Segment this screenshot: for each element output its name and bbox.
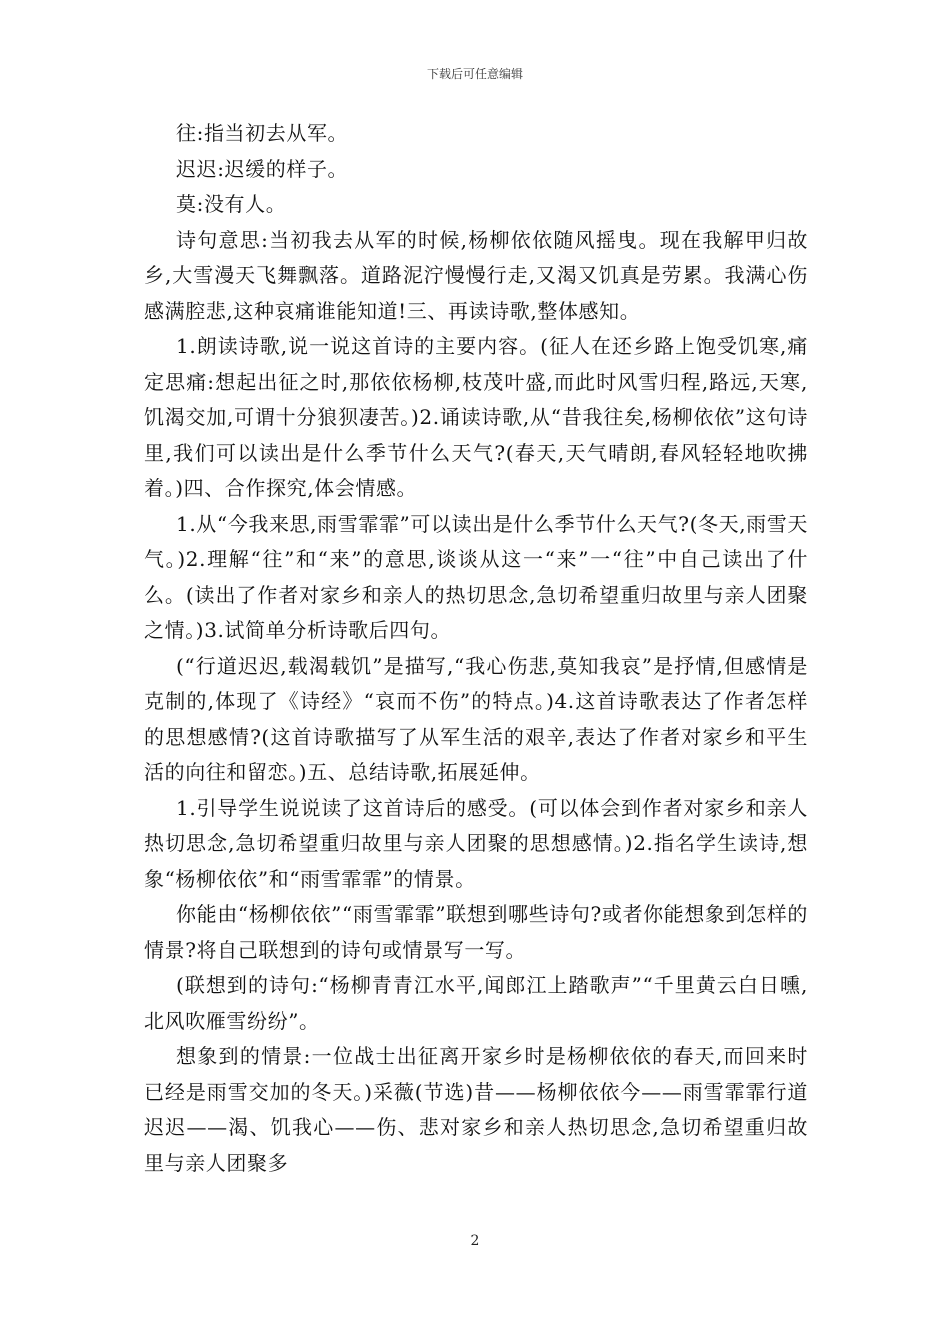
paragraph-definition-chichi: 迟迟:迟缓的样子。 bbox=[176, 156, 349, 181]
paragraph-association-question: 你能由“杨柳依依”“雨雪霏霏”联想到哪些诗句?或者你能想象到怎样的情景?将自己联想到的诗句或情景写一写。 bbox=[144, 902, 808, 962]
page-number: 2 bbox=[470, 1233, 480, 1249]
page-header: 下载后可任意编辑 bbox=[426, 67, 523, 81]
paragraph-associated-verses: (联想到的诗句:“杨柳青青江水平,闻郎江上踏歌声”“千里黄云白日曛,北风吹雁雪纷纷”。 bbox=[144, 973, 808, 1033]
paragraph-analysis: (“行道迟迟,载渴载饥”是描写,“我心伤悲,莫知我哀”是抒情,但感情是克制的,体现了《诗经》“哀而不伤”的特点。)4.这首诗歌表达了作者怎样的思想感情?(这首诗歌描写了从军生活的艰辛,表达了作者对家乡和平生活的向往和留恋。)五、总结诗歌,拓展延伸。 bbox=[144, 653, 808, 784]
paragraph-imagined-scene: 想象到的情景:一位战士出征离开家乡时是杨柳依依的春天,而回来时已经是雨雪交加的冬天。)采薇(节选)昔——杨柳依依今——雨雪霏霏行道迟迟——渴、饥我心——伤、悲对家乡和亲人热切思念,急切希望重归故里与亲人团聚多 bbox=[144, 1044, 808, 1175]
paragraph-section-reading: 1.朗读诗歌,说一说这首诗的主要内容。(征人在还乡路上饱受饥寒,痛定思痛:想起出征之时,那依依杨柳,枝茂叶盛,而此时风雪归程,路远,天寒,饥渴交加,可谓十分狼狈凄苦。)2.诵读诗歌,从“昔我往矣,杨柳依依”这句诗里,我们可以读出是什么季节什么天气?(春天,天气晴朗,春风轻轻地吹拂着。)四、合作探究,体会情感。 bbox=[144, 334, 808, 500]
paragraph-section-exploration: 1.从“今我来思,雨雪霏霏”可以读出是什么季节什么天气?(冬天,雨雪天气。)2.理解“往”和“来”的意思,谈谈从这一“来”一“往”中自己读出了什么。(读出了作者对家乡和亲人的热切思念,急切希望重归故里与亲人团聚之情。)3.试简单分析诗歌后四句。 bbox=[144, 511, 808, 642]
paragraph-definition-wang: 往:指当初去从军。 bbox=[176, 121, 349, 145]
paragraph-definition-mo: 莫:没有人。 bbox=[176, 192, 287, 216]
document-body bbox=[144, 116, 808, 1181]
paragraph-poem-meaning: 诗句意思:当初我去从军的时候,杨柳依依随风摇曳。现在我解甲归故乡,大雪漫天飞舞飘落。道路泥泞慢慢行走,又渴又饥真是劳累。我满心伤感满腔悲,这种哀痛谁能知道!三、再读诗歌,整体感知。 bbox=[144, 227, 808, 323]
paragraph-summary: 1.引导学生说说读了这首诗后的感受。(可以体会到作者对家乡和亲人热切思念,急切希望重归故里与亲人团聚的思想感情。)2.指名学生读诗,想象“杨柳依依”和“雨雪霏霏”的情景。 bbox=[144, 795, 808, 891]
